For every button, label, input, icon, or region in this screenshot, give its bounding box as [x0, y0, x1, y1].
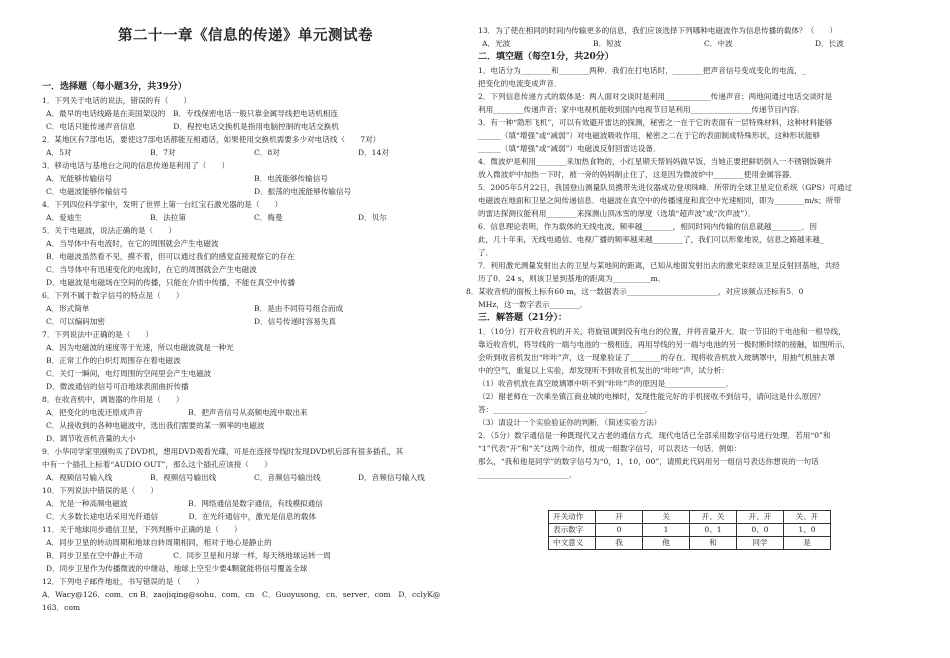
fill-5-cont2: 的雷达探测仪能利用________来探测山顶冰雪的厚度（选填“超声波”或“次声波”）．: [478, 209, 756, 218]
option: D．音频信号输入线: [358, 473, 425, 482]
question-11: 11．关于地球同步通信卫星，下列判断中正确的是（ ）: [42, 525, 242, 534]
fill-8: 8．某收音机的面板上标有60 m，这一数据表示________________________，对应该频点还标有5．0: [466, 287, 804, 296]
question-3: 3．移动电话与基地台之间的信息传递是利用了（ ）: [42, 161, 230, 170]
option: C．音频信号输出线: [254, 473, 321, 482]
question-9-options: [42, 471, 462, 484]
fill-2: 2．下列信息传递方式的载体是：两人面对交谈时是利用____________传递声音；两地间通过电话交谈时是: [478, 92, 833, 101]
option: B．短波: [593, 39, 622, 48]
option: B．法拉第: [150, 213, 186, 222]
option: D．长波: [815, 39, 844, 48]
question-2-options: [42, 146, 462, 159]
option: D．电磁波是电磁场在空间的传播，只能在介质中传播，不能在真空中传播: [46, 278, 296, 287]
option: A．5对: [46, 148, 72, 157]
table-cell: 他: [643, 537, 690, 550]
table-cell: 1: [643, 524, 690, 537]
fill-8-cont: MHz，这一数字表示________．: [478, 300, 588, 309]
option: A．视频信号输入线: [46, 473, 113, 482]
answer-2-cont: “1”代表“开”和“关”这两个动作，组成一组数字信号，可以表达一句话．例如：: [478, 444, 742, 453]
option: A．同步卫星的转动周期和地球自转周期相同，相对于地心是静止的: [46, 538, 272, 547]
question-6-options: [42, 302, 462, 328]
question-8: 8．在收音机中，调谐器的作用是（ ）: [42, 395, 184, 404]
answer-2-blank: ________________________．: [478, 470, 577, 479]
table-cell: 关、开: [784, 511, 831, 524]
option: A．当导体中有电流时，在它的周围就会产生电磁波: [46, 239, 219, 248]
table-cell: 是: [784, 537, 831, 550]
fill-1: 1．电话分为________和________两种．我们在打电话时，________把声音信号变成变化的电流，_: [478, 66, 806, 75]
answer-1-sub3: （3）请设计一个实验验证你的判断．（简述实验方法）: [478, 418, 662, 427]
answer-1-cont2: 会听到收音机发出“咔咔”声，这一现象验证了________的存在．现将收音机放入玻璃罩中，用抽气机抽去罩: [478, 353, 836, 362]
table-cell: 开、开: [737, 511, 784, 524]
option: D．同步卫星作为传播微波的中继站，地球上空至少要4颗就能将信号覆盖全球: [46, 564, 308, 573]
option: A．光能够传输信号: [46, 174, 113, 183]
fill-1-cont: 把变化的电流变成声音．: [478, 79, 562, 88]
table-cell: 表示数字: [549, 524, 596, 537]
table-cell: 和: [690, 537, 737, 550]
page-title: 第二十一章《信息的传递》单元测试卷: [118, 27, 373, 44]
option: C．可以编码加密: [46, 317, 105, 326]
fill-4-cont: 放入微波炉中加热一下时，被一旁的妈妈制止住了，这是因为微波炉中________使用金属容器．: [478, 170, 797, 179]
option: B．电磁波虽然看不见，摸不着，但可以通过我们的感觉直接观察它的存在: [46, 252, 295, 261]
fill-3: 3．有一种“隐形飞机”，可以有效避开雷达的探测，秘密之一在于它的表面有一层特殊材料，这种材料能够: [478, 118, 833, 127]
option: D．调节收音机音量的大小: [46, 434, 136, 443]
option: C．大多数长途电话采用光纤通信 D．在光纤通信中，激光是信息的载体: [46, 512, 317, 521]
option: D．信号传递时容易失真: [254, 317, 337, 326]
question-4: 4．下列四位科学家中，发明了世界上第一台红宝石激光器的是（ ）: [42, 200, 283, 209]
option: A．因为电磁波的速度等于光速，所以电磁波就是一种光: [46, 343, 234, 352]
option: A．把变化的电流还原成声音 B．把声音信号从高频电流中取出来: [46, 408, 308, 417]
option: C．关灯一瞬间，电灯周围的空间里会产生电磁波: [46, 369, 212, 378]
table-row: [549, 537, 831, 550]
option: B．电流能够传输信号: [254, 174, 328, 183]
table-cell: 同学: [737, 537, 784, 550]
question-9-cont: 中有一个插孔上标着“AUDIO OUT”，那么这个插孔应该接（ ）: [42, 460, 272, 469]
right-column: [466, 0, 926, 481]
option: B．7对: [150, 148, 176, 157]
option: C．梅曼: [254, 213, 283, 222]
section-answer-heading: 三．解答题（21分）：: [478, 313, 568, 323]
option: A．形式简单: [46, 304, 90, 313]
question-1-options-cd: C．电话只能传递声音信息 D．程控电话交换机是指用电脑控制的电话交换机: [46, 122, 339, 131]
table-cell: 0、1: [690, 524, 737, 537]
fill-3-cont: ______（填“增强”或“减弱”）对电磁波吸收作用，秘密之二在于它的表面制成特殊形状，这种形状能够: [478, 131, 821, 140]
question-10: 10．下列说法中错误的是（ ）: [42, 486, 158, 495]
option: B．正常工作的白炽灯周围存在着电磁波: [46, 356, 181, 365]
question-13-options: [478, 37, 926, 50]
answer-1-sub1: （1）收音机放在真空玻璃罩中听不到“咔咔”声的原因是________________．: [478, 379, 734, 388]
question-12-options-cont: 163．com: [42, 603, 81, 612]
fill-7: 7．利用激光测量发射出去的卫星与某地间的距离，已知从地面发射出去的激光束经该卫星反射回基地，共经: [478, 261, 840, 270]
fill-6-cont2: 了．: [478, 248, 494, 257]
code-table: [548, 510, 831, 550]
answer-1-cont: 靠近收音机，将导线的一端与电池的一极相连，再用导线的另一端与电池的另一极时断时续的接触，如图所示，: [478, 340, 851, 349]
table-cell: 开、关: [690, 511, 737, 524]
section-fill-heading: 二．填空题（每空1分，共20分）: [478, 52, 614, 62]
question-7: 7．下列说法中正确的是（ ）: [42, 330, 154, 339]
section-choice-heading: 一．选择题（每小题3分，共39分）: [42, 82, 187, 92]
fill-4: 4．微波炉是利用________来加热食物的，小红星期天帮妈妈做早饭，当她正要把鲜奶倒入一不锈钢饭碗并: [478, 157, 833, 166]
fill-2-cont: 利用________传递声音；家中电视机能收到国内电视节目是利用________________传递节目内容．: [478, 105, 805, 114]
left-column: [42, 0, 462, 614]
table-row: [549, 511, 831, 524]
answer-2: 2．（5分）数字通信是一种既现代又古老的通信方式．现代电话已全部采用数字信号进行处理．若用“0”和: [478, 431, 831, 440]
table-cell: 0、0: [737, 524, 784, 537]
option: C．中波: [704, 39, 733, 48]
question-1: 1．下列关于电话的说法，错误的有（ ）: [42, 96, 192, 105]
table-row: [549, 524, 831, 537]
option: B．视频信号输出线: [150, 473, 217, 482]
table-cell: 我: [596, 537, 643, 550]
option: C．8对: [254, 148, 280, 157]
option: A．光是一种高频电磁波 B．网络通信是数字通信，有线模拟通信: [46, 499, 323, 508]
table-cell: 开关动作: [549, 511, 596, 524]
answer-1-sub2-answer: 答：________________________________________．: [478, 405, 653, 414]
fill-7-cont: 历了0．24 s，则该卫星到基地的距离为__________m．: [478, 274, 666, 283]
answer-1-cont3: 中的空气，重复以上实验，却发现听不到收音机发出的“咔咔”声，试分析：: [478, 366, 729, 375]
fill-6-cont: 此，几十年来，无线电通信、电视广播的频率越来越________了，我们可以形象地说，信息之路越来越_: [478, 235, 824, 244]
question-2: 2．某地区有7部电话，要使这7部电话都能互相通话，如果使用交换机需要多少对电话线（ 7对）: [42, 135, 381, 144]
answer-1: 1．（10分）打开收音机的开关，将旋钮调到没有电台的位置，并将音量开大．取一节旧的干电池和一根导线，: [478, 327, 846, 336]
option: C．电磁波能够传输信号: [46, 187, 128, 196]
question-6: 6．下列不属于数字信号的特点是（ ）: [42, 291, 184, 300]
option: C．从接收到的各种电磁波中，选出我们需要的某一频率的电磁波: [46, 421, 265, 430]
table-cell: 1、0: [784, 524, 831, 537]
answer-1-sub2: （2）谢老师在一次乘坐镇江商业城的电梯时，发现性能完好的手机接收不到信号，请问这是什么原因？: [478, 392, 825, 401]
option: B．同步卫星在空中静止不动 C．同步卫星和月球一样，每天绕地球运转一周: [46, 551, 331, 560]
fill-6: 6．信息理论表明，作为载体的无线电波，频率越________，相同时间内传输的信息就越________．因: [478, 222, 817, 231]
question-13: 13．为了使在相同的时间内传输更多的信息，我们应该选择下列哪种电磁波作为信息传播的载体？（ ）: [478, 26, 837, 35]
option: A．光波: [482, 39, 511, 48]
answer-2-cont2: 那么，“我和他是同学”的数字信号为“0，1，10，00”，请照此代码用另一组信号表达你想说的一句话: [478, 457, 819, 466]
table-cell: 关: [643, 511, 690, 524]
question-12-options: A．Wacy@126．com．cn B．zaojiqing@sohu．com．cn C．Guoyusong．cn．server．com D．cclyK@: [42, 590, 441, 599]
option: C．当导体中有迅速变化的电流时，在它的周围就会产生电磁波: [46, 265, 257, 274]
question-3-options: [42, 172, 462, 198]
fill-5-cont: 电磁波在地面和卫星之间传递信息．电磁波在真空中的传播速度和真空中光速相同，即为________m/s；所带: [478, 196, 841, 205]
option: D．贝尔: [358, 213, 387, 222]
fill-3-cont2: ______（填“增强”或“减弱”）电磁波反射回雷达设备．: [478, 144, 661, 153]
question-12: 12．下列电子邮件地址，书写错误的是（ ）: [42, 577, 204, 586]
question-5: 5．关于电磁波，说法正确的是（ ）: [42, 226, 176, 235]
question-9: 9．小华同学家里刚购买了DVD机，想用DVD观看光碟，可是在连接导线时发现DVD机后部有很多插孔，其: [42, 447, 404, 456]
fill-5: 5．2005年5月22日，我国登山测量队员携带先进仪器成功登项珠峰．所带的全球卫星定位系统（GPS）可通过: [478, 183, 852, 192]
option: B．是由不同符号组合而成: [254, 304, 344, 313]
table-cell: 中文意义: [549, 537, 596, 550]
table-cell: 开: [596, 511, 643, 524]
option: D．振荡的电流能够传输信号: [254, 187, 352, 196]
question-4-options: [42, 211, 462, 224]
option: D．14对: [358, 148, 389, 157]
question-1-options-ab: A．最早的电话线路是在美国架设的 B．专线保密电话一般只靠金属导线把电话机相连: [46, 109, 339, 118]
option: D．微波通信的信号可沿地球表面曲折传播: [46, 382, 189, 391]
option: A．爱迪生: [46, 213, 82, 222]
table-cell: 0: [596, 524, 643, 537]
